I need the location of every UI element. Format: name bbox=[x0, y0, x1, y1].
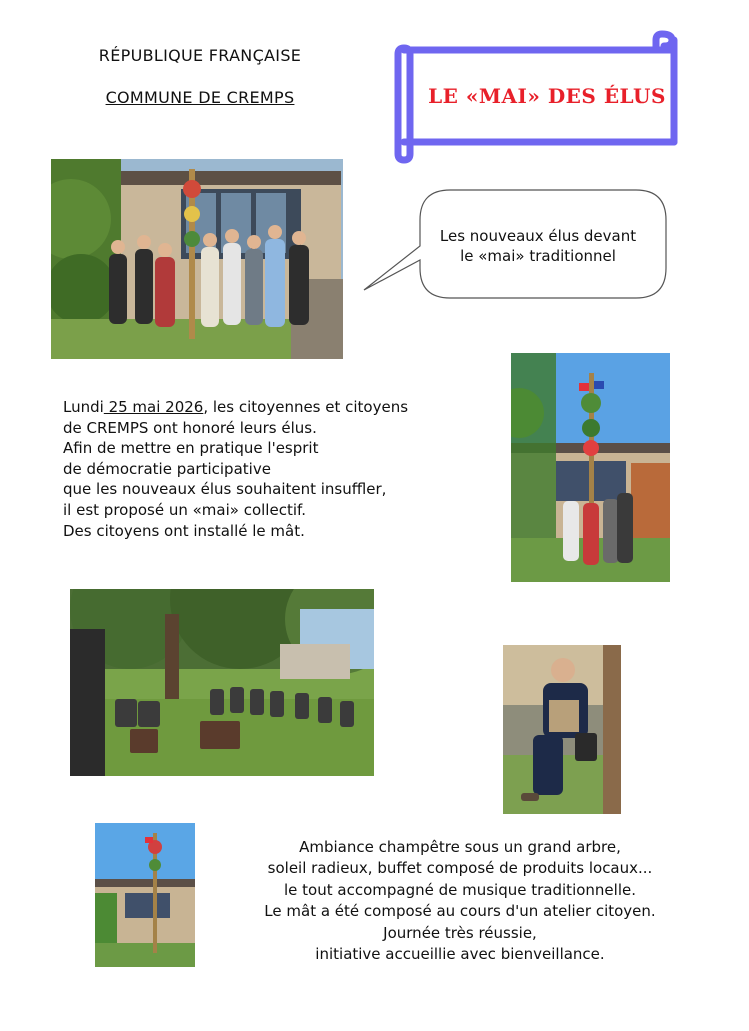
closing-text bbox=[220, 837, 700, 965]
photo-mast-installation bbox=[511, 353, 670, 582]
commune-heading: COMMUNE DE CREMPS bbox=[105, 88, 295, 107]
article-line: il est proposé un «mai» collectif. bbox=[63, 500, 306, 519]
caption-line: le «mai» traditionnel bbox=[460, 247, 616, 265]
caption-text bbox=[418, 226, 658, 266]
closing-line: soleil radieux, buffet composé de produits locaux... bbox=[267, 859, 653, 878]
article-date: 25 mai 2026 bbox=[103, 398, 204, 416]
closing-line: Journée très réussie, bbox=[383, 923, 537, 942]
caption-line: Les nouveaux élus devant bbox=[439, 227, 637, 245]
closing-line: le tout accompagné de musique traditionnelle. bbox=[284, 880, 636, 899]
closing-line: initiative accueillie avec bienveillance. bbox=[315, 945, 605, 964]
closing-line: Ambiance champêtre sous un grand arbre, bbox=[299, 838, 621, 856]
article-text bbox=[63, 397, 463, 541]
photo-decorated-mast bbox=[95, 823, 195, 967]
republic-heading: RÉPUBLIQUE FRANÇAISE bbox=[98, 46, 302, 65]
closing-line: Le mât a été composé au cours d'un atelier citoyen. bbox=[264, 902, 656, 921]
article-line: que les nouveaux élus souhaitent insuffler, bbox=[63, 480, 387, 499]
article-line: de démocratie participative bbox=[63, 459, 271, 478]
article-text-citoyens: , les citoyennes et citoyens bbox=[203, 398, 409, 416]
photo-accordion-player bbox=[503, 645, 621, 814]
article-line: de CREMPS ont honoré leurs élus. bbox=[63, 418, 317, 437]
article-line: Des citoyens ont installé le mât. bbox=[63, 521, 305, 540]
article-text-lundi: Lundi bbox=[63, 398, 104, 416]
banner-title: LE «MAI» DES ÉLUS bbox=[428, 84, 666, 108]
article-line bbox=[63, 397, 463, 418]
article-line: Afin de mettre en pratique l'esprit bbox=[63, 439, 319, 458]
photo-elected-officials bbox=[51, 159, 343, 359]
photo-gathering-under-tree bbox=[70, 589, 374, 776]
